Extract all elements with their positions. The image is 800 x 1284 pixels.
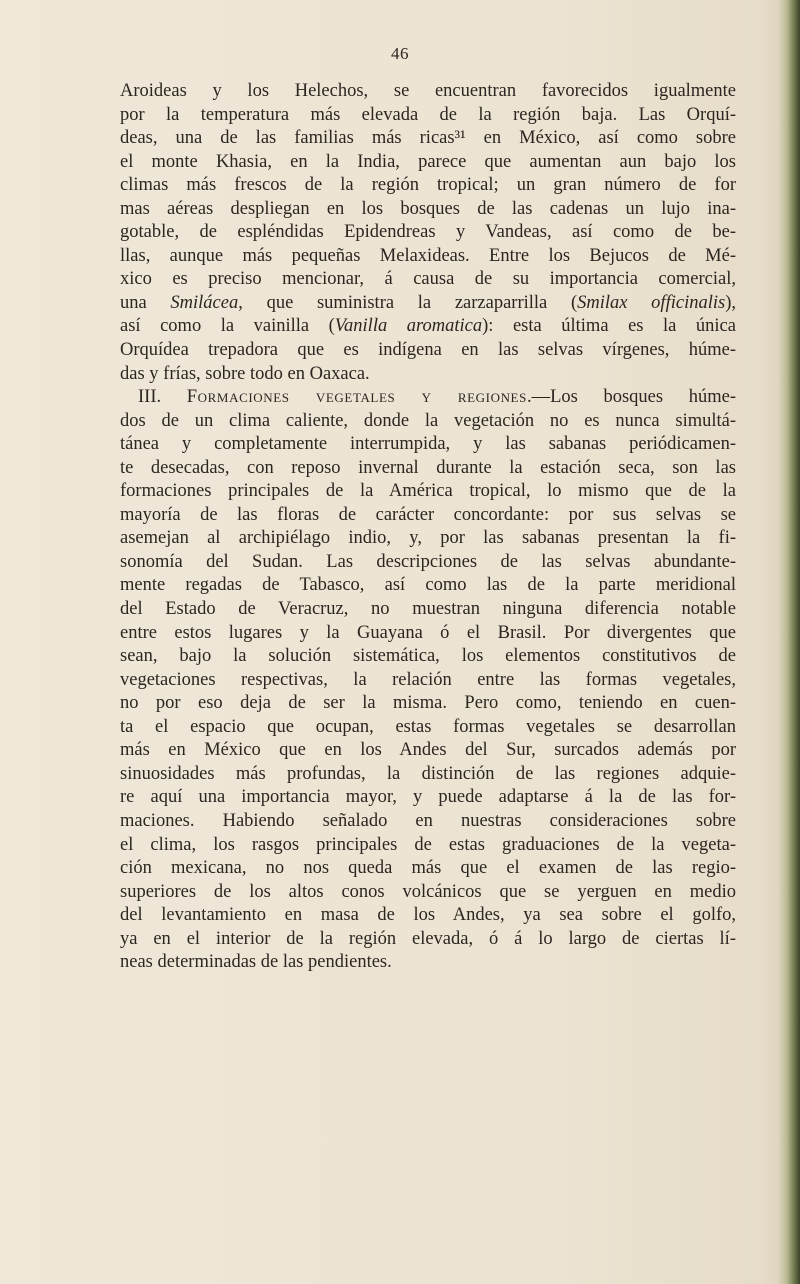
text-line: xico es preciso mencionar, á causa de su importancia comercial, <box>120 269 736 290</box>
text-line: mayoría de las floras de carácter concordante: por sus selvas se <box>120 504 736 525</box>
text-line: ta el espacio que ocupan, estas formas vegetales se desarrollan <box>120 716 736 737</box>
text-line: el monte Khasia, en la India, parece que aumentan aun bajo los <box>120 151 736 172</box>
text-line: neas determinadas de las pendientes. <box>120 952 392 973</box>
text-line: vegetaciones respectivas, la relación entre las formas vegetales, <box>120 669 736 690</box>
text-line: del Estado de Veracruz, no muestran ninguna diferencia notable <box>120 599 736 620</box>
text-line <box>120 292 736 316</box>
text-line: entre estos lugares y la Guayana ó el Brasil. Por divergentes que <box>120 622 736 643</box>
text-line: más en México que en los Andes del Sur, surcados además por <box>120 740 736 761</box>
section-heading-line <box>120 386 736 410</box>
text-line: sinuosidades más profundas, la distinción de las regiones adquie- <box>120 763 736 784</box>
text-line: asemejan al archipiélago indio, y, por las sabanas presentan la fi- <box>120 528 736 549</box>
text-line <box>120 315 736 339</box>
italic-term: Smilax officinalis <box>577 292 726 313</box>
section-title: Formaciones vegetales y regiones <box>186 387 527 408</box>
text-line: mas aéreas despliegan en los bosques de las cadenas un lujo ina- <box>120 198 736 219</box>
italic-term: Smilácea <box>170 292 239 313</box>
text-line: superiores de los altos conos volcánicos que se yerguen en medio <box>120 881 736 902</box>
text-line: ya en el interior de la región elevada, ó á lo largo de ciertas lí- <box>120 928 736 949</box>
text-line: del levantamiento en masa de los Andes, ya sea sobre el golfo, <box>120 905 736 926</box>
page-edge-shadow <box>778 0 800 1284</box>
section-number: III. <box>138 387 187 408</box>
text-line: por la temperatura más elevada de la región baja. Las Orquí- <box>120 104 736 125</box>
text-line: re aquí una importancia mayor, y puede adaptarse á la de las for- <box>120 787 736 808</box>
text-segment: ), <box>725 292 736 313</box>
text-line: Aroideas y los Helechos, se encuentran favorecidos igualmente <box>120 81 736 101</box>
italic-term: Vanilla aromatica <box>334 316 483 337</box>
page-number: 46 <box>391 44 409 63</box>
text-line: sean, bajo la solución sistemática, los elementos constitutivos de <box>120 646 736 667</box>
text-line: maciones. Habiendo señalado en nuestras consideraciones sobre <box>120 810 736 831</box>
text-line: Orquídea trepadora que es indígena en las selvas vírgenes, húme- <box>120 340 736 361</box>
text-segment: una <box>120 292 171 313</box>
text-line: te desecadas, con reposo invernal durante la estación seca, son las <box>120 457 736 478</box>
text-line: mente regadas de Tabasco, así como las de la parte meridional <box>120 575 736 596</box>
text-line: deas, una de las familias más ricas³¹ en México, así como sobre <box>120 128 736 149</box>
text-line: llas, aunque más pequeñas Melaxideas. Entre los Bejucos de Mé- <box>120 245 736 266</box>
text-line: tánea y completamente interrumpida, y las sabanas periódicamen- <box>120 434 736 455</box>
body-text <box>120 80 736 975</box>
text-line: sonomía del Sudan. Las descripciones de las selvas abundante- <box>120 551 736 572</box>
text-line: ción mexicana, no nos queda más que el examen de las regio- <box>120 858 736 879</box>
text-segment: así como la vainilla ( <box>120 316 335 337</box>
text-line: el clima, los rasgos principales de estas graduaciones de la vegeta- <box>120 834 736 855</box>
text-line: dos de un clima caliente, donde la vegetación no es nunca simultá- <box>120 410 736 431</box>
text-line: climas más frescos de la región tropical; un gran número de for <box>120 175 736 196</box>
text-line: formaciones principales de la América tropical, lo mismo que de la <box>120 481 736 502</box>
text-line: gotable, de espléndidas Epidendreas y Vandeas, así como de be- <box>120 222 736 243</box>
text-line: no por eso deja de ser la misma. Pero como, teniendo en cuen- <box>120 693 736 714</box>
text-segment: , que suministra la zarzaparrilla ( <box>238 292 578 313</box>
text-segment: .—Los bosques húme- <box>526 387 737 408</box>
text-line: das y frías, sobre todo en Oaxaca. <box>120 363 370 384</box>
text-segment: ): esta última es la única <box>482 316 736 337</box>
